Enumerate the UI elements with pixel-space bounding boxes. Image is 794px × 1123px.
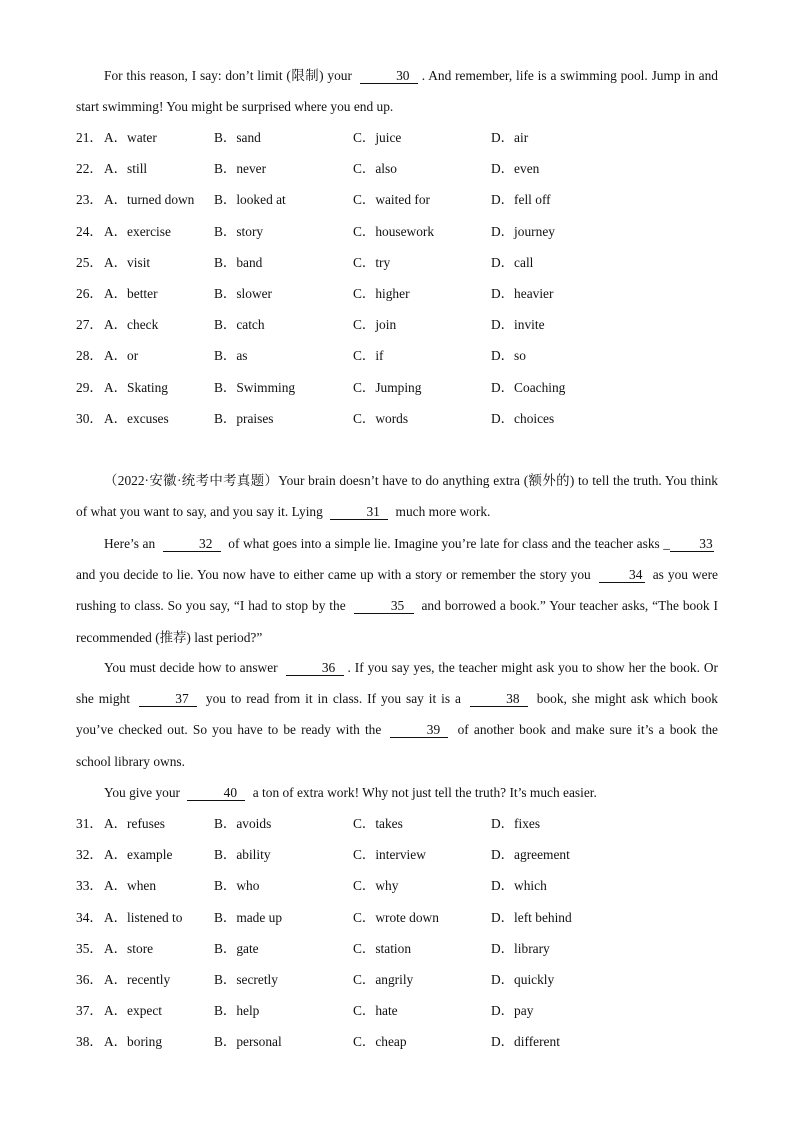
- option-c[interactable]: C．wrote down: [353, 909, 439, 925]
- option-d[interactable]: D．pay: [491, 1003, 534, 1019]
- option-d[interactable]: D．different: [491, 1034, 560, 1050]
- passage-text: and you decide to lie. You now have to either came up with a story or remember the story you: [76, 567, 591, 583]
- question-number: 28．: [76, 348, 103, 364]
- question-row: [76, 814, 718, 834]
- option-c[interactable]: C．also: [353, 161, 397, 177]
- passage-text: of another book and make sure it’s a book the school library owns.: [76, 722, 718, 769]
- question-row: [76, 378, 718, 398]
- blank-35: 35: [354, 598, 414, 614]
- option-d[interactable]: D．journey: [491, 223, 555, 239]
- passage-text: You give your: [104, 785, 181, 800]
- question-row: [76, 222, 718, 242]
- option-b[interactable]: B．as: [214, 348, 248, 364]
- passage1-paragraph: [76, 60, 718, 122]
- option-a[interactable]: A．excuses: [104, 410, 169, 426]
- question-row: [76, 1032, 718, 1052]
- blank-36: 36: [286, 660, 344, 676]
- option-a[interactable]: A．visit: [104, 254, 151, 270]
- passage-text: For this reason, I say: don’t limit (限制) your: [104, 68, 352, 83]
- option-a[interactable]: A．check: [104, 317, 159, 333]
- passage-text: you to read from it in class. If you say it is a: [205, 691, 461, 707]
- question-row: [76, 346, 718, 366]
- option-c[interactable]: C．juice: [353, 130, 402, 145]
- option-b[interactable]: B．never: [214, 161, 267, 177]
- option-a[interactable]: A．or: [104, 348, 139, 364]
- passage2-paragraph-2: [76, 528, 718, 653]
- option-b[interactable]: B．help: [214, 1003, 260, 1019]
- question-number: 23．: [76, 192, 103, 208]
- question-row: [76, 128, 718, 148]
- option-c[interactable]: C．interview: [353, 847, 426, 863]
- passage-text: . If you say yes, the teacher might ask you to show her the book. Or she might: [76, 660, 718, 707]
- option-b[interactable]: B．secretly: [214, 972, 278, 987]
- option-b[interactable]: B．gate: [214, 940, 259, 956]
- option-a[interactable]: A．recently: [104, 972, 171, 987]
- passage2-paragraph-4: [76, 777, 718, 808]
- question-number: 29．: [76, 379, 103, 395]
- question-number: 35．: [76, 940, 103, 956]
- option-d[interactable]: D．air: [491, 130, 529, 145]
- question-row: [76, 409, 718, 429]
- option-c[interactable]: C．try: [353, 254, 391, 270]
- option-d[interactable]: D．library: [491, 940, 550, 956]
- passage2-paragraph-3: [76, 652, 718, 777]
- option-c[interactable]: C．Jumping: [353, 379, 422, 395]
- question-number: 36．: [76, 972, 103, 987]
- option-b[interactable]: B．praises: [214, 410, 274, 426]
- option-c[interactable]: C．why: [353, 878, 399, 894]
- option-a[interactable]: A．boring: [104, 1034, 163, 1050]
- passage-text: of what goes into a simple lie. Imagine you’re late for class and the teacher asks _: [228, 536, 670, 551]
- option-d[interactable]: D．even: [491, 161, 540, 177]
- question-number: 27．: [76, 317, 103, 333]
- option-b[interactable]: B．sand: [214, 130, 261, 145]
- option-d[interactable]: D．which: [491, 878, 547, 894]
- option-a[interactable]: A．listened to: [104, 909, 183, 925]
- option-a[interactable]: A．example: [104, 847, 173, 863]
- passage-text: book, she might ask which book you’ve checked out. So you have to be ready with the: [76, 691, 718, 738]
- blank-38: 38: [470, 691, 528, 707]
- blank-39: 39: [390, 722, 448, 738]
- passage-text: You must decide how to answer: [104, 660, 278, 675]
- question-row: [76, 190, 718, 210]
- option-a[interactable]: A．still: [104, 161, 148, 177]
- option-d[interactable]: D．heavier: [491, 286, 554, 301]
- option-c[interactable]: C．if: [353, 348, 384, 364]
- option-c[interactable]: C．higher: [353, 286, 410, 301]
- blank-32: 32: [163, 536, 221, 552]
- blank-31: 31: [330, 504, 388, 520]
- passage-text: （2022·安徽·统考中考真题）Your brain doesn’t have to do anything extra (额外的) to tell the truth. You think of what you want to say, and you say it. Lying: [76, 473, 718, 520]
- question-number: 25．: [76, 254, 103, 270]
- option-a[interactable]: A．exercise: [104, 223, 171, 239]
- option-d[interactable]: D．call: [491, 254, 534, 270]
- question-row: [76, 1001, 718, 1021]
- option-b[interactable]: B．band: [214, 254, 263, 270]
- option-b[interactable]: B．who: [214, 878, 260, 894]
- option-d[interactable]: D．invite: [491, 317, 545, 333]
- option-d[interactable]: D．choices: [491, 410, 555, 426]
- question-number: 31．: [76, 816, 103, 831]
- option-a[interactable]: A．refuses: [104, 816, 165, 831]
- passage-text: as you were rushing to class. So you say, “I had to stop by the: [76, 567, 718, 614]
- passage-text: much more work.: [395, 504, 491, 520]
- option-b[interactable]: B．slower: [214, 286, 273, 301]
- question-row: [76, 315, 718, 335]
- question-row: [76, 939, 718, 959]
- question-number: 21．: [76, 130, 103, 145]
- passage-text: . And remember, life is a swimming pool. Jump in and start swimming! You might be surprised where you end up.: [76, 68, 718, 115]
- option-a[interactable]: A．better: [104, 286, 158, 301]
- passage-text: and borrowed a book.” Your teacher asks, “The book I recommended (推荐) last period?”: [76, 598, 718, 645]
- question-number: 22．: [76, 161, 103, 177]
- blank-33: 33: [670, 536, 714, 552]
- option-d[interactable]: D．fell off: [491, 192, 551, 208]
- blank-34: 34: [599, 567, 645, 583]
- option-a[interactable]: A．water: [104, 130, 157, 145]
- passage-text: Here’s an: [104, 536, 156, 551]
- question-row: [76, 159, 718, 179]
- option-b[interactable]: B．catch: [214, 317, 265, 333]
- option-c[interactable]: C．hate: [353, 1003, 398, 1019]
- option-b[interactable]: B．Swimming: [214, 379, 296, 395]
- question-row: [76, 908, 718, 928]
- option-b[interactable]: B．ability: [214, 847, 271, 863]
- question-row: [76, 970, 718, 990]
- blank-30: 30: [360, 68, 418, 84]
- question-number: 38．: [76, 1034, 103, 1050]
- question-number: 32．: [76, 847, 103, 863]
- option-a[interactable]: A．turned down: [104, 192, 195, 208]
- option-b[interactable]: B．avoids: [214, 816, 272, 831]
- option-d[interactable]: D．left behind: [491, 909, 572, 925]
- question-number: 37．: [76, 1003, 103, 1019]
- question-row: [76, 845, 718, 865]
- option-c[interactable]: C．cheap: [353, 1034, 407, 1050]
- option-b[interactable]: B．story: [214, 223, 264, 239]
- option-c[interactable]: C．angrily: [353, 972, 414, 987]
- option-d[interactable]: D．so: [491, 348, 526, 364]
- question-number: 34．: [76, 909, 103, 925]
- passage2-paragraph-1: [76, 465, 718, 527]
- question-number: 26．: [76, 286, 103, 301]
- option-c[interactable]: C．join: [353, 317, 397, 333]
- blank-40: 40: [187, 785, 245, 801]
- option-a[interactable]: A．store: [104, 940, 154, 956]
- question-number: 24．: [76, 223, 103, 239]
- option-c[interactable]: C．station: [353, 940, 412, 956]
- question-row: [76, 876, 718, 896]
- option-b[interactable]: B．personal: [214, 1034, 282, 1050]
- option-a[interactable]: A．when: [104, 878, 157, 894]
- question-number: 30．: [76, 410, 103, 426]
- option-b[interactable]: B．looked at: [214, 192, 286, 208]
- question-number: 33．: [76, 878, 103, 894]
- option-d[interactable]: D．Coaching: [491, 379, 566, 395]
- option-a[interactable]: A．Skating: [104, 379, 168, 395]
- question-row: [76, 284, 718, 304]
- option-c[interactable]: C．takes: [353, 816, 403, 831]
- blank-37: 37: [139, 691, 197, 707]
- option-b[interactable]: B．made up: [214, 909, 283, 925]
- option-d[interactable]: D．agreement: [491, 847, 570, 863]
- option-c[interactable]: C．housework: [353, 223, 435, 239]
- option-c[interactable]: C．waited for: [353, 192, 430, 208]
- option-d[interactable]: D．fixes: [491, 816, 541, 831]
- option-d[interactable]: D．quickly: [491, 972, 555, 987]
- option-a[interactable]: A．expect: [104, 1003, 163, 1019]
- passage-text: a ton of extra work! Why not just tell the truth? It’s much easier.: [252, 785, 597, 800]
- option-c[interactable]: C．words: [353, 410, 409, 426]
- question-row: [76, 253, 718, 273]
